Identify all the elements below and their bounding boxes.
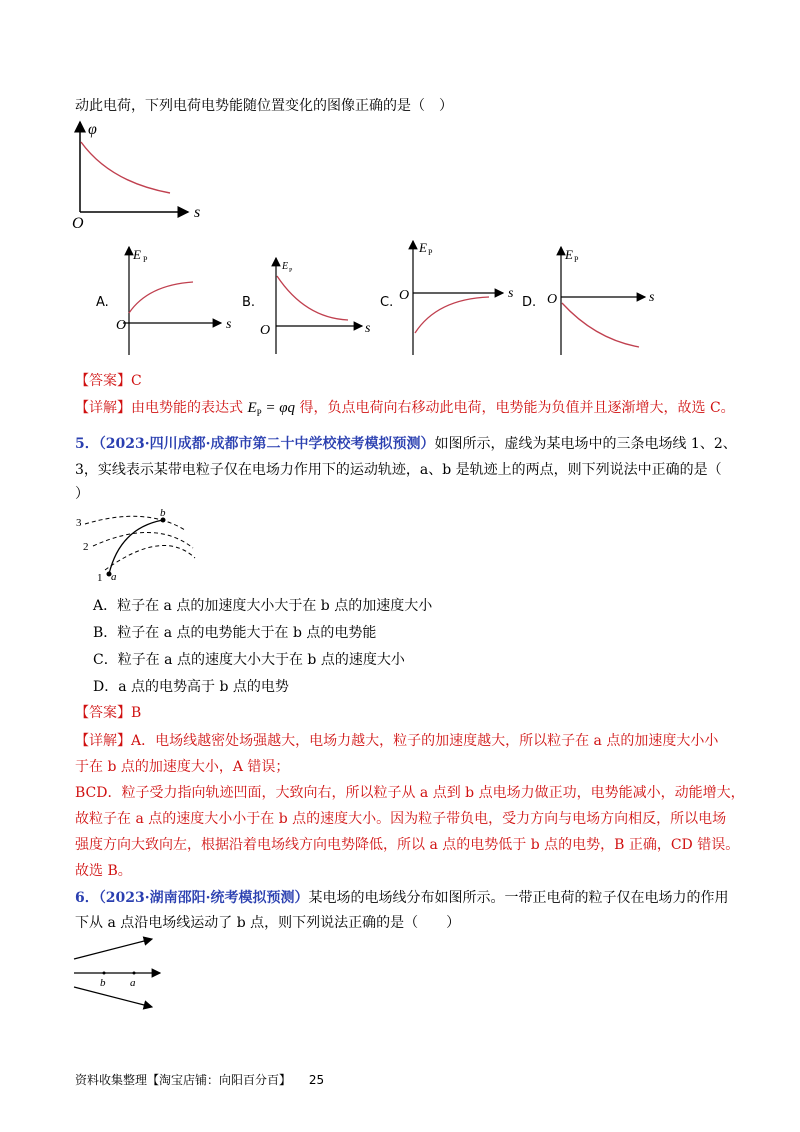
q6-stem-line-2: 下从 a 点沿电场线运动了 b 点，则下列说法正确的是（ ） (75, 915, 461, 931)
option-d-graph (545, 243, 665, 358)
q6-source: （2023·湖南邵阳·统考模拟预测） (98, 890, 309, 906)
svg-text:O: O (547, 292, 558, 307)
page-footer (75, 1071, 324, 1088)
field-line-bottom (74, 987, 152, 1007)
svg-text:P: P (289, 268, 293, 274)
s-label: s (194, 204, 201, 221)
q5-option-c: C．粒子在 a 点的速度大小大于在 b 点的速度大小 (93, 652, 405, 668)
field-line-2 (93, 532, 193, 548)
svg-text:b: b (160, 507, 166, 519)
svg-text:2: 2 (83, 541, 89, 553)
trajectory (109, 520, 163, 574)
svg-text:b: b (100, 977, 106, 989)
option-b-label: B. (242, 295, 256, 310)
svg-text:E: E (133, 247, 141, 262)
option-c-curve (415, 297, 489, 333)
svg-text:a: a (111, 571, 117, 583)
q5-stem-line-2: 3，实线表示某带电粒子仅在电场力作用下的运动轨迹，a、b 是轨迹上的两点，则下列说法中正确的是（ (75, 462, 722, 478)
q5-stem-line-3: ） (75, 486, 89, 502)
svg-text:E: E (282, 261, 289, 272)
option-b-curve (277, 276, 348, 320)
q4-detail: 【详解】由电势能的表达式 $E_P = \varphi q$ 得，负点电荷向右移动此电荷，电势能为负值并且逐渐增大，故选 C。 (75, 400, 735, 418)
option-d-curve (562, 303, 639, 347)
q5-answer: 【答案】B (75, 705, 142, 721)
option-a-graph (113, 243, 233, 358)
q5-option-b: B．粒子在 a 点的电势能大于在 b 点的电势能 (93, 625, 377, 641)
svg-text:s: s (226, 317, 232, 332)
svg-text:P: P (574, 255, 579, 264)
q5-detail-5: 强度方向大致向左，根据沿着电场线方向电势降低，所以 a 点的电势低于 b 点的电势，B 正确，CD 错误。 (75, 837, 740, 853)
q5-detail-4: 故粒子在 a 点的速度大小小于在 b 点的速度大小。因为粒子带负电，受力方向与电场方向相反，所以电场 (75, 811, 727, 827)
q5-option-a: A．粒子在 a 点的加速度大小大于在 b 点的加速度大小 (93, 598, 433, 614)
q6-stem-line-1: 6．（2023·湖南邵阳·统考模拟预测）某电场的电场线分布如图所示。一带正电荷的粒子仅在电场力的作用 (75, 890, 729, 906)
svg-text:s: s (365, 321, 371, 336)
option-b-graph (260, 256, 380, 356)
svg-text:O: O (399, 288, 410, 303)
option-c-label: C. (380, 295, 394, 310)
svg-text:O: O (116, 318, 127, 333)
svg-text:3: 3 (76, 517, 82, 529)
q5-figure (75, 508, 215, 583)
phi-label: φ (88, 121, 97, 138)
svg-text:s: s (508, 286, 514, 301)
q6-figure (72, 935, 172, 1010)
option-d-label: D. (522, 295, 537, 310)
option-c-graph (397, 237, 517, 357)
q5-stem-line-1: 5．（2023·四川成都·成都市第二十中学校校考模拟预测）如图所示，虚线为某电场中的三条电场线 1、2、 (75, 436, 737, 452)
svg-text:a: a (130, 977, 136, 989)
q5-detail-6: 故选 B。 (75, 863, 132, 879)
field-line-3 (85, 516, 185, 530)
svg-text:P: P (428, 248, 433, 257)
footer-text: 资料收集整理【淘宝店铺：向阳百分百】 (75, 1073, 292, 1087)
page-number: 25 (308, 1073, 325, 1087)
q5-detail-1: 【详解】A．电场线越密处场强越大，电场力越大，粒子的加速度越大，所以粒子在 a 点的加速度大小小 (75, 733, 719, 749)
q5-source: （2023·四川成都·成都市第二十中学校校考模拟预测） (98, 436, 435, 452)
q5-detail-3: BCD．粒子受力指向轨迹凹面，大致向右，所以粒子从 a 点到 b 点电场力做正功，电势能减小，动能增大， (75, 785, 745, 801)
svg-text:E: E (419, 240, 427, 255)
q5-option-d: D．a 点的电势高于 b 点的电势 (93, 679, 289, 695)
q4-main-graph (70, 120, 220, 230)
potential-curve (81, 142, 170, 193)
svg-text:E: E (565, 247, 573, 262)
q5-detail-2: 于在 b 点的加速度大小，A 错误； (75, 759, 290, 775)
origin-label: O (72, 215, 84, 232)
svg-text:P: P (143, 255, 148, 264)
option-a-label: A. (96, 295, 109, 310)
q4-answer: 【答案】C (75, 373, 142, 389)
field-line-top (74, 939, 152, 959)
q4-intro: 动此电荷，下列电荷电势能随位置变化的图像正确的是（ ） (75, 98, 453, 114)
svg-text:1: 1 (97, 572, 103, 584)
formula: $E_P = \varphi q$ (247, 400, 296, 418)
svg-text:O: O (260, 323, 271, 338)
option-a-curve (129, 282, 193, 313)
svg-text:s: s (649, 290, 655, 305)
